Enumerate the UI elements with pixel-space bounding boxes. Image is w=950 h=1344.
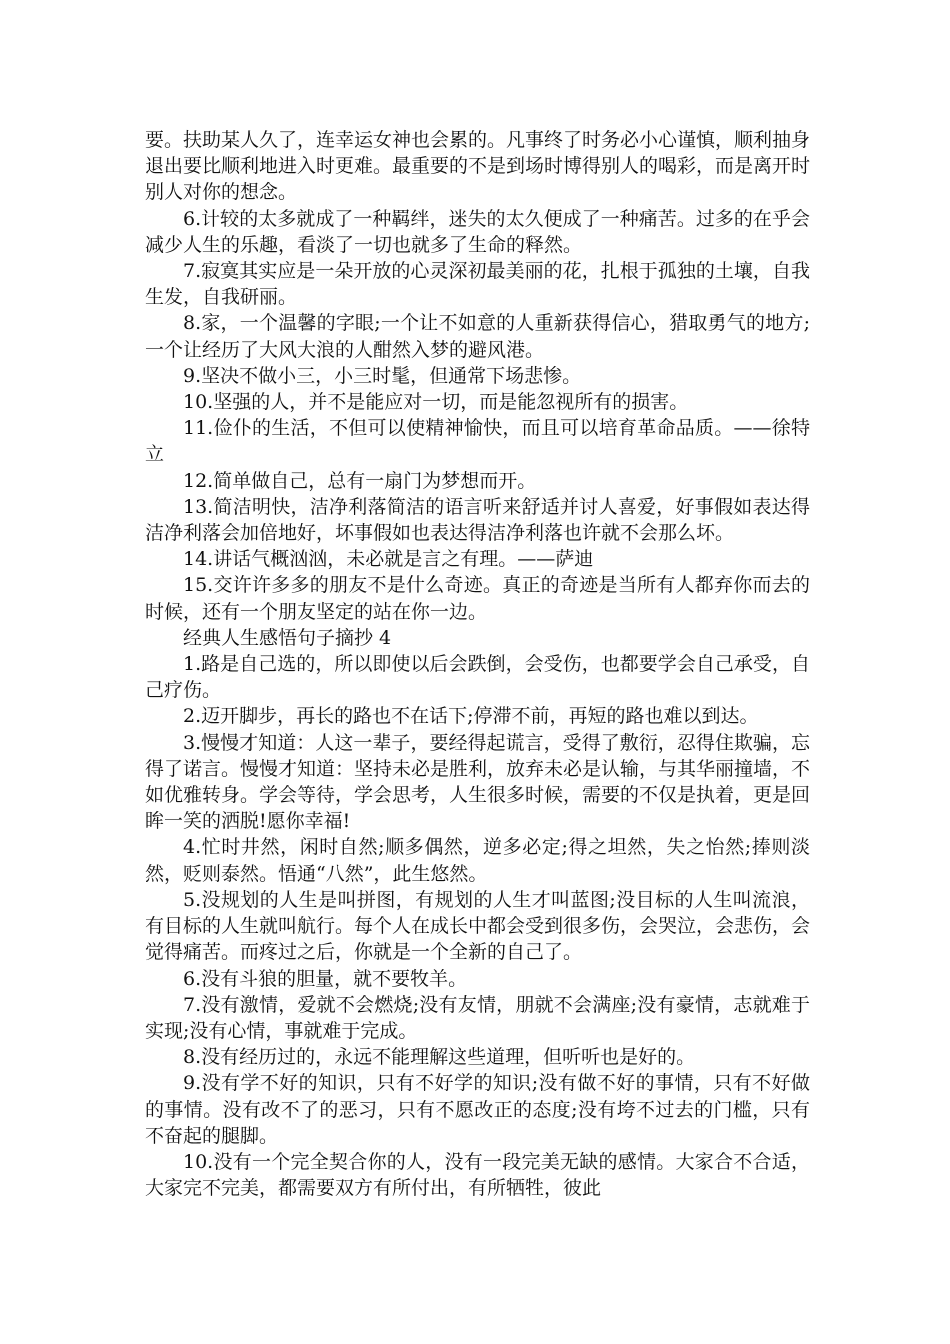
paragraph-quote-4: 4.忙时井然，闲时自然;顺多偶然，逆多必定;得之坦然，失之怡然;捧则淡然，贬则泰然。悟通“八然”，此生悠然。	[145, 836, 810, 885]
paragraph-quote-9: 9.坚决不做小三，小三时髦，但通常下场悲惨。	[183, 364, 582, 387]
paragraph-quote-8: 8.家，一个温馨的字眼;一个让不如意的人重新获得信心，猎取勇气的地方;一个让经历了大风大浪的人酣然入梦的避风港。	[145, 312, 810, 361]
paragraph-quote-8b: 8.没有经历过的，永远不能理解这些道理，但听听也是好的。	[183, 1046, 696, 1069]
paragraph-quote-6: 6.计较的太多就成了一种羁绊，迷失的太久便成了一种痛苦。过多的在乎会减少人生的乐趣，看淡了一切也就多了生命的释然。	[145, 207, 810, 256]
paragraph-quote-3: 3.慢慢才知道：人这一辈子，要经得起谎言，受得了敷衍，忍得住欺骗，忘得了诺言。慢慢才知道：坚持未必是胜利，放弃未必是认输，与其华丽撞墙，不如优雅转身。学会等待，学会思考，人生很多时候，需要的不仅是执着，更是回眸一笑的洒脱!愿你幸福!	[145, 731, 811, 833]
paragraph-quote-6b: 6.没有斗狼的胆量，就不要牧羊。	[183, 967, 468, 990]
paragraph-quote-1: 1.路是自己选的，所以即使以后会跌倒，会受伤，也都要学会自己承受，自己疗伤。	[145, 653, 810, 702]
paragraph-quote-14: 14.讲话气概汹汹，未必就是言之有理。——萨迪	[183, 548, 594, 571]
section-heading: 经典人生感悟句子摘抄 4	[183, 626, 392, 649]
paragraph-quote-10: 10.坚强的人，并不是能应对一切，而是能忽视所有的损害。	[183, 391, 689, 414]
paragraph-quote-12: 12.简单做自己，总有一扇门为梦想而开。	[183, 469, 537, 492]
paragraph-quote-10b: 10.没有一个完全契合你的人，没有一段完美无缺的感情。大家合不合适，大家完不完美，都需要双方有所付出，有所牺牲，彼此	[145, 1150, 810, 1200]
paragraph-quote-7: 7.寂寞其实应是一朵开放的心灵深初最美丽的花，扎根于孤独的土壤，自我生发，自我研丽。	[145, 260, 810, 309]
paragraph-quote-13: 13.简洁明快，洁净利落简洁的语言听来舒适并讨人喜爱，好事假如表达得洁净利落会加倍地好，坏事假如也表达得洁净利落也许就不会那么坏。	[145, 495, 810, 545]
paragraph-quote-5: 5.没规划的人生是叫拼图，有规划的人生才叫蓝图;没目标的人生叫流浪，有目标的人生就叫航行。每个人在成长中都会受到很多伤，会哭泣，会悲伤，会觉得痛苦。而疼过之后，你就是一个全新的自己了。	[145, 888, 811, 964]
document-body	[145, 127, 810, 1201]
paragraph-quote-11: 11.俭仆的生活，不但可以使精神愉快，而且可以培育革命品质。——徐特立	[145, 417, 810, 466]
paragraph-quote-2: 2.迈开脚步，再长的路也不在话下;停滞不前，再短的路也难以到达。	[183, 705, 759, 728]
paragraph-quote-7b: 7.没有激情，爱就不会燃烧;没有友情，朋就不会满座;没有豪情，志就难于实现;没有心情，事就难于完成。	[145, 993, 810, 1042]
paragraph-quote-9b: 9.没有学不好的知识，只有不好学的知识;没有做不好的事情，只有不好做的事情。没有改不了的恶习，只有不愿改正的态度;没有垮不过去的门槛，只有不奋起的腿脚。	[145, 1072, 810, 1147]
paragraph-continuation: 要。扶助某人久了，连幸运女神也会累的。凡事终了时务必小心谨慎，顺利抽身退出要比顺利地进入时更难。最重要的不是到场时博得别人的喝彩，而是离开时别人对你的想念。	[145, 129, 811, 204]
paragraph-quote-15: 15.交许许多多的朋友不是什么奇迹。真正的奇迹是当所有人都弃你而去的时候，还有一个朋友坚定的站在你一边。	[145, 574, 810, 623]
